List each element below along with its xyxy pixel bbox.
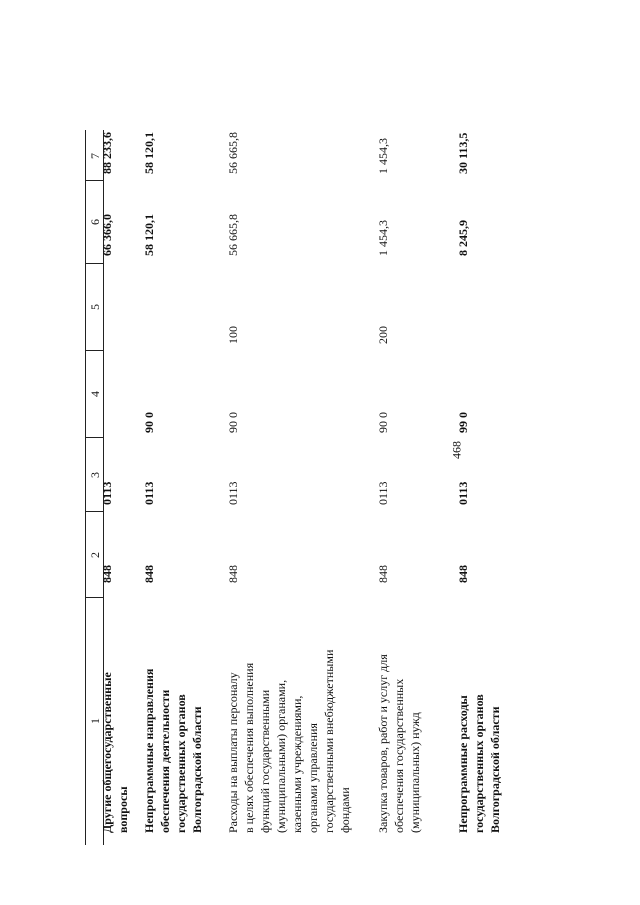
cell-c5: 100: [226, 326, 240, 344]
column-separator: [85, 263, 104, 264]
row-label: вопросы: [116, 786, 130, 833]
cell-c7: 30 113,5: [456, 132, 470, 174]
row-label: Закупка товаров, работ и услуг для: [376, 654, 390, 833]
page-number: 468: [449, 441, 464, 459]
row-label: обеспечения государственных: [392, 678, 406, 833]
cell-c2: 848: [376, 565, 390, 583]
cell-c4: 99 0: [456, 412, 470, 433]
header-rule-left: [85, 130, 86, 845]
cell-c3: 0113: [226, 481, 240, 505]
row-label: Волгоградской области: [190, 706, 204, 833]
budget-table: [85, 130, 565, 845]
row-label: Расходы на выплаты персоналу: [226, 672, 240, 833]
cell-c4: 90 0: [142, 412, 156, 433]
column-header-1: 1: [88, 718, 102, 724]
cell-c6: 8 245,9: [456, 220, 470, 256]
column-separator: [85, 511, 104, 512]
row-label: государственных органов: [174, 694, 188, 833]
row-label: Волгоградской области: [488, 706, 502, 833]
column-header-5: 5: [88, 304, 102, 310]
row-label: казенными учреждениями,: [290, 695, 304, 833]
row-label: Непрограммные расходы: [456, 695, 470, 833]
cell-c4: 90 0: [226, 412, 240, 433]
row-label: фондами: [338, 787, 352, 833]
row-label: Другие общегосударственные: [100, 672, 114, 833]
column-header-6: 6: [88, 219, 102, 225]
cell-c2: 848: [226, 565, 240, 583]
cell-c6: 58 120,1: [142, 214, 156, 256]
cell-c3: 0113: [456, 481, 470, 505]
row-label: в целях обеспечения выполнения: [242, 662, 256, 833]
row-label: (муниципальных) нужд: [408, 712, 422, 833]
column-separator: [85, 180, 104, 181]
cell-c7: 56 665,8: [226, 132, 240, 174]
column-header-7: 7: [88, 153, 102, 159]
cell-c2: 848: [100, 565, 114, 583]
column-separator: [85, 437, 104, 438]
row-label: функций государственными: [258, 689, 272, 833]
column-header-4: 4: [88, 391, 102, 397]
cell-c6: 1 454,3: [376, 220, 390, 256]
row-label: государственных органов: [472, 694, 486, 833]
row-label: (муниципальными) органами,: [274, 679, 288, 833]
cell-c2: 848: [142, 565, 156, 583]
row-label: государственными внебюджетными: [322, 649, 336, 833]
row-label: Непрограммные направления: [142, 668, 156, 833]
cell-c2: 848: [456, 565, 470, 583]
cell-c5: 200: [376, 326, 390, 344]
cell-c3: 0113: [100, 481, 114, 505]
cell-c6: 66 366,0: [100, 214, 114, 256]
cell-c3: 0113: [142, 481, 156, 505]
column-header-3: 3: [88, 472, 102, 478]
cell-c6: 56 665,8: [226, 214, 240, 256]
cell-c7: 1 454,3: [376, 138, 390, 174]
column-separator: [85, 350, 104, 351]
column-separator: [85, 597, 104, 598]
column-header-2: 2: [88, 552, 102, 558]
row-label: органами управления: [306, 723, 320, 833]
cell-c4: 90 0: [376, 412, 390, 433]
cell-c7: 88 233,6: [100, 132, 114, 174]
cell-c7: 58 120,1: [142, 132, 156, 174]
row-label: обеспечения деятельности: [158, 689, 172, 833]
cell-c3: 0113: [376, 481, 390, 505]
